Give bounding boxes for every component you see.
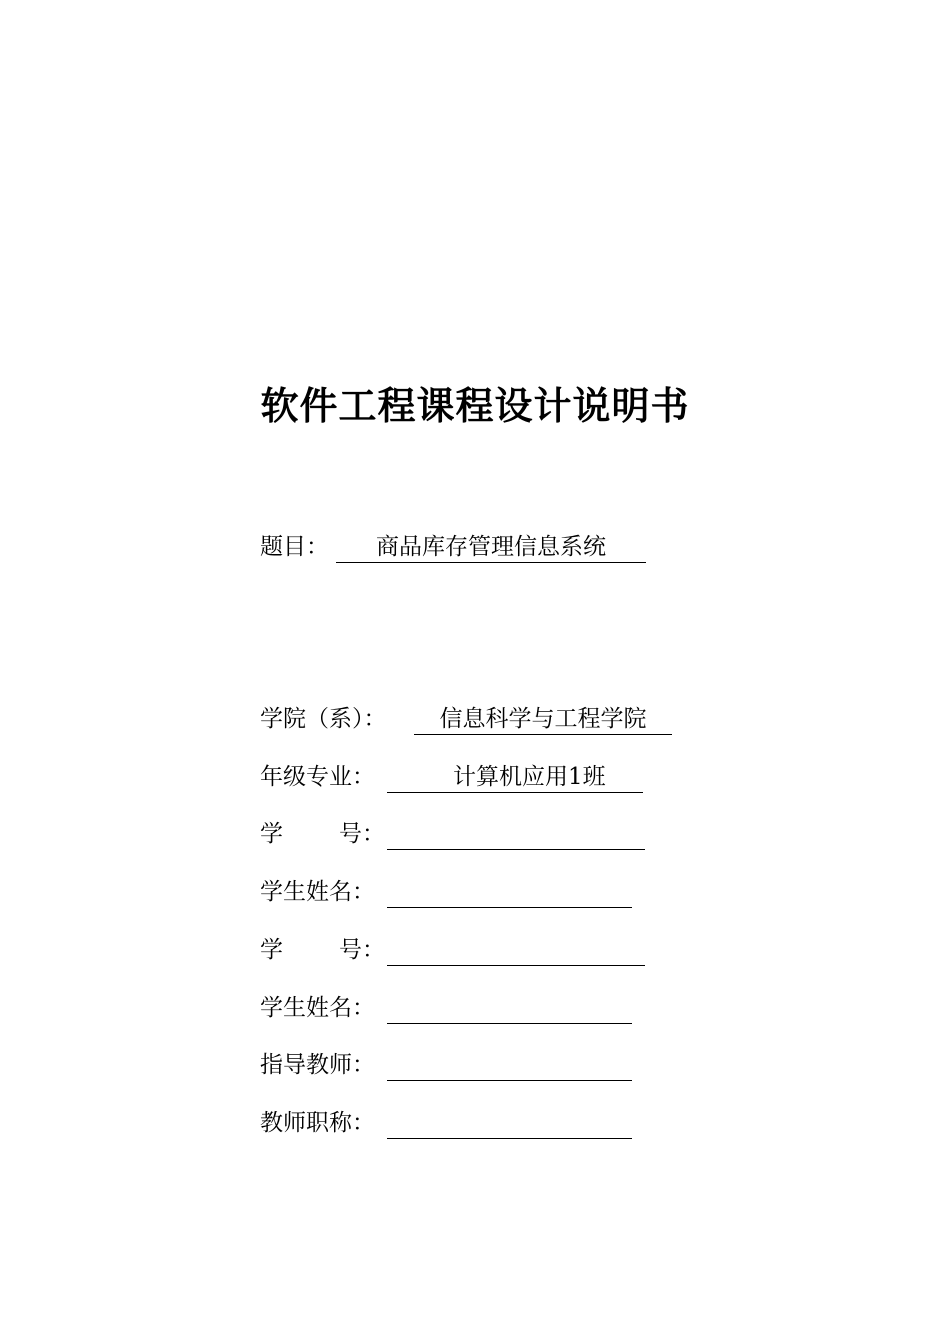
major-value xyxy=(387,760,643,793)
student-id-value-1[interactable] xyxy=(387,817,645,850)
student-id-label-2-char2: 号： xyxy=(339,937,385,963)
student-name-label-2: 学生姓名： xyxy=(260,995,375,1021)
student-name-label-1: 学生姓名： xyxy=(260,879,375,905)
advisor-title-value[interactable] xyxy=(387,1106,632,1139)
document-title: 软件工程课程设计说明书 xyxy=(260,384,690,428)
major-label: 年级专业： xyxy=(260,764,375,790)
college-label: 学院（系）： xyxy=(260,706,387,732)
student-id-value-2[interactable] xyxy=(387,933,645,966)
advisor-label: 指导教师： xyxy=(260,1052,375,1078)
student-id-label-2 xyxy=(260,933,385,967)
student-name-value-1[interactable] xyxy=(387,875,632,908)
student-id-label-1 xyxy=(260,817,385,851)
advisor-title-label: 教师职称： xyxy=(260,1110,375,1136)
student-id-label-2-char1: 学 xyxy=(260,937,283,963)
student-id-label-1-char1: 学 xyxy=(260,821,283,847)
major-value-text: 计算机应用1班 xyxy=(453,764,606,790)
topic-value: 商品库存管理信息系统 xyxy=(336,530,646,563)
topic-label: 题目： xyxy=(260,534,329,560)
college-value: 信息科学与工程学院 xyxy=(414,702,672,735)
student-name-value-2[interactable] xyxy=(387,991,632,1024)
advisor-value[interactable] xyxy=(387,1048,632,1081)
student-id-label-1-char2: 号： xyxy=(339,821,385,847)
